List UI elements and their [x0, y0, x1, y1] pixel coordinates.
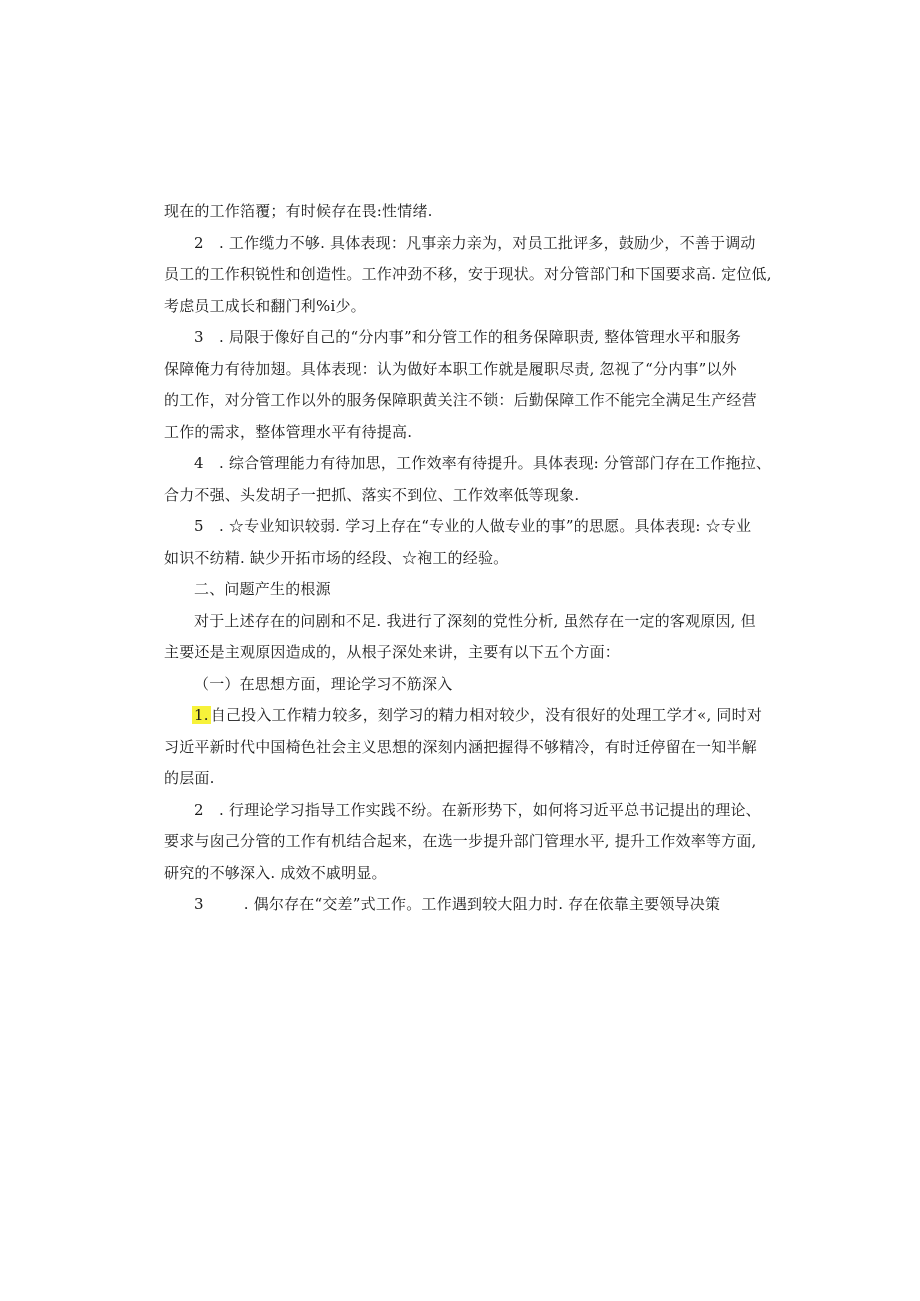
highlighted-number: 1.	[194, 706, 209, 724]
paragraph-line: 二、问题产生的根源	[194, 580, 331, 598]
paragraph-line: 工作的需求，整体管理水平有待提高.	[164, 422, 413, 441]
paragraph-group-before	[164, 196, 772, 700]
paragraph-line: 对于上述存在的问剧和不足. 我进行了深刻的党性分析, 虽然存在一定的客观原因, 但	[194, 611, 756, 630]
paragraph-line: 现在的工作箔覆；有时候存在畏:性情绪.	[164, 202, 433, 220]
paragraph-line: 5 . ☆专业知识较弱. 学习上存在“专业的人做专业的事”的思愿。具体表现: ☆专业	[194, 517, 752, 535]
paragraph-line: 的层面.	[164, 769, 215, 787]
paragraph-text: 自己投入工作精力较多，刻学习的精力相对较少，没有很好的处理工学才«, 同时对	[210, 706, 763, 724]
paragraph	[164, 228, 772, 323]
paragraph	[164, 795, 764, 890]
highlighted-paragraph	[164, 700, 764, 795]
paragraph	[164, 574, 764, 606]
paragraph-line: （一）在思想方面，理论学习不筋深入	[194, 674, 453, 693]
paragraph-line: 3 . 局限于像好自己的“分内事”和分管工作的租务保障职责, 整体管理水平和服务	[194, 328, 741, 346]
paragraph-line: 2 . 行理论学习指导工作实践不纷。在新形势下，如何将习近平总书记提出的理论、	[194, 800, 761, 819]
paragraph-line: 2 . 工作缆力不够. 具体表现：凡事亲力亲为，对员工批评多，鼓励少，不善于调动	[194, 233, 756, 252]
paragraph	[164, 322, 764, 448]
paragraph-line	[164, 700, 764, 732]
paragraph	[164, 448, 772, 511]
paragraph-line	[164, 889, 764, 921]
paragraph-number: 3	[194, 895, 204, 913]
last-paragraph	[164, 889, 764, 921]
paragraph	[164, 669, 764, 701]
paragraph-line: 员工的工作积锐性和创造性。工作冲劲不移，安于现状。对分管部门和下国要求高. 定位低,	[164, 265, 772, 283]
paragraph-line: 研究的不够深入. 成效不戚明显。	[164, 863, 387, 882]
paragraph-line: 4 . 综合管理能力有待加思，工作效率有待提升。具体表现: 分管部门存在工作拖拉、	[194, 454, 772, 472]
paragraph-line: 合力不强、头发胡子一把抓、落实不到位、工作效率低等现象.	[164, 485, 580, 504]
paragraph-text: . 偶尔存在“交差”式工作。工作遇到较大阻力时. 存在依靠主要领导决策	[243, 895, 721, 913]
paragraph-line: 要求与囱己分管的工作有机结合起来，在选一步提升部门管理水平, 提升工作效率等方面,	[164, 832, 757, 850]
document-page	[164, 196, 772, 921]
paragraph	[164, 196, 764, 228]
paragraph-line: 习近平新时代中国椅色社会主义思想的深刻内涵把握得不够精冷，有时迁停留在一知半解	[164, 737, 757, 756]
paragraph-line: 的工作，对分管工作以外的服务保障职黄关注不锁：后勤保障工作不能完全满足生产经营	[164, 391, 757, 409]
paragraph-line: 考虑员工成长和翻门利%i少。	[164, 296, 366, 315]
paragraph-line: 主要还是主观原因造成的，从根子深处来讲，主要有以下五个方面：	[164, 643, 621, 661]
paragraph-line: 保障俺力有待加翅。具体表现：认为做好本职工作就是履职尽责, 忽视了“分内事”以外	[164, 359, 737, 378]
paragraph	[164, 606, 764, 669]
paragraph-line: 如识不纺精. 缺少开拓市场的经段、☆袍工的经验。	[164, 548, 509, 567]
paragraph-group-after	[164, 795, 764, 890]
paragraph	[164, 511, 764, 574]
